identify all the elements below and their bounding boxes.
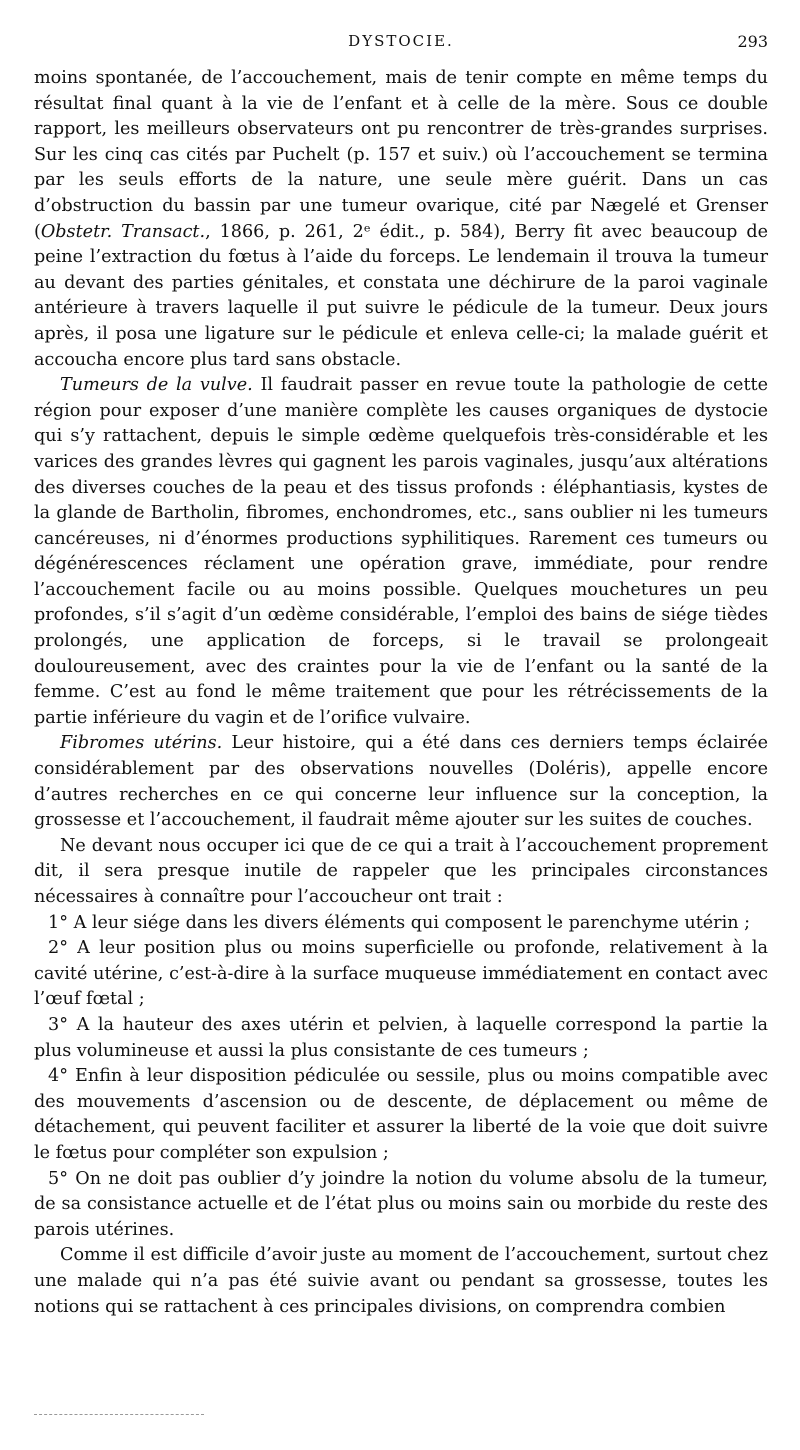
paragraph-intro-list: Ne devant nous occuper ici que de ce qui a trait à l’accouchement proprement dit, il sera presque inutile de rappeler que les principales circonstances nécessaires à connaître pour l’accoucheur ont trait : bbox=[34, 835, 768, 907]
footer-rule bbox=[34, 1414, 204, 1421]
paragraph-vulve bbox=[34, 373, 768, 731]
paragraph-continuation bbox=[34, 66, 768, 373]
list-item-3: 3° A la hauteur des axes utérin et pelvien, à laquelle correspond la partie la plus volumineuse et aussi la plus consistante de ces tumeurs ; bbox=[34, 1014, 768, 1061]
section-heading-fibromes: Fibromes utérins. bbox=[60, 733, 223, 754]
list-item-1: 1° A leur siége dans les divers éléments qui composent le parenchyme utérin ; bbox=[48, 912, 751, 933]
paragraph-text: , 1866, p. 261, 2ᵉ édit., p. 584), Berry fit avec beaucoup de peine l’extraction du fœtus à l’aide du forceps. Le lendemain il trouva la tumeur au devant des parties génitales, et constata une déchirure de la paroi vaginale antérieure à travers laquelle il put suivre le pédicule de la tumeur. Deux jours après, il posa une ligature sur le pédicule et enleva celle-ci; la malade guérit et accoucha encore plus tard sans obstacle. bbox=[34, 221, 768, 370]
paragraph-closing: Comme il est difficile d’avoir juste au moment de l’accouchement, surtout chez une malade qui n’a pas été suivie avant ou pendant sa grossesse, toutes les notions qui se rattachent à ces principales divisions, on comprendra combien bbox=[34, 1245, 768, 1317]
paragraph-text: Leur histoire, qui a été dans ces derniers temps éclairée considérablement par des observations nouvelles (Doléris), appelle encore d’autres recherches en ce qui concerne leur influence sur la conception, la grossesse et l’accouchement, il faudrait même ajouter sur les suites de couches. bbox=[34, 733, 768, 831]
section-heading-vulve: Tumeurs de la vulve. bbox=[60, 375, 253, 396]
paragraph-text: moins spontanée, de l’accouchement, mais de tenir compte en même temps du résultat final quant à la vie de l’enfant et à celle de la mère. Sous ce double rapport, les meilleurs observateurs ont pu rencontrer de très-grandes surprises. Sur les cinq cas cités par Puchelt (p. 157 et suiv.) où l’accouchement se termina par les seuls efforts de la nature, une seule mère guérit. Dans un cas d’obstruction du bassin par une tumeur ovarique, cité par Nægelé et Grenser ( bbox=[34, 68, 768, 242]
running-header bbox=[34, 30, 768, 58]
paragraph-text: Il faudrait passer en revue toute la pathologie de cette région pour exposer d’une manière complète les causes organiques de dystocie qui s’y rattachent, depuis le simple œdème quelquefois très-considérable et les varices des grandes lèvres qui gagnent les parois vaginales, jusqu’aux altérations des diverses couches de la peau et des tissus profonds : éléphantiasis, kystes de la glande de Bartholin, fibromes, enchondromes, etc., sans oublier ni les tumeurs cancéreuses, ni d’énormes productions syphilitiques. Rarement ces tumeurs ou dégénérescences réclament une opération grave, immédiate, pour rendre l’accouchement facile ou au moins possible. Quelques mouchetures un peu profondes, s’il s’agit d’un œdème considérable, l’emploi des bains de siége tièdes prolongés, une application de forceps, si le travail se prolongeait douloureusement, avec des craintes pour la vie de l’enfant ou la santé de la femme. C’est au fond le même traitement que pour les rétrécissements de la partie inférieure du vagin et de l’orifice vulvaire. bbox=[34, 375, 768, 728]
list-item-2: 2° A leur position plus ou moins superficielle ou profonde, relativement à la cavité utérine, c’est-à-dire à la surface muqueuse immédiatement en contact avec l’œuf fœtal ; bbox=[34, 938, 768, 1010]
page-number: 293 bbox=[737, 32, 768, 51]
citation-title: Obstetr. Transact. bbox=[40, 221, 206, 242]
list-item-5: 5° On ne doit pas oublier d’y joindre la notion du volume absolu de la tumeur, de sa consistance actuelle et de l’état plus ou moins sain ou morbide du reste des parois utérines. bbox=[34, 1168, 768, 1240]
text-body bbox=[34, 66, 768, 1320]
running-title: DYSTOCIE. bbox=[348, 32, 454, 50]
paragraph-fibromes bbox=[34, 731, 768, 833]
list-item-4: 4° Enfin à leur disposition pédiculée ou sessile, plus ou moins compatible avec des mouvements d’ascension ou de descente, de déplacement ou même de détachement, qui peuvent faciliter et assurer la liberté de la voie que doit suivre le fœtus pour compléter son expulsion ; bbox=[34, 1066, 768, 1163]
page bbox=[34, 30, 768, 1320]
